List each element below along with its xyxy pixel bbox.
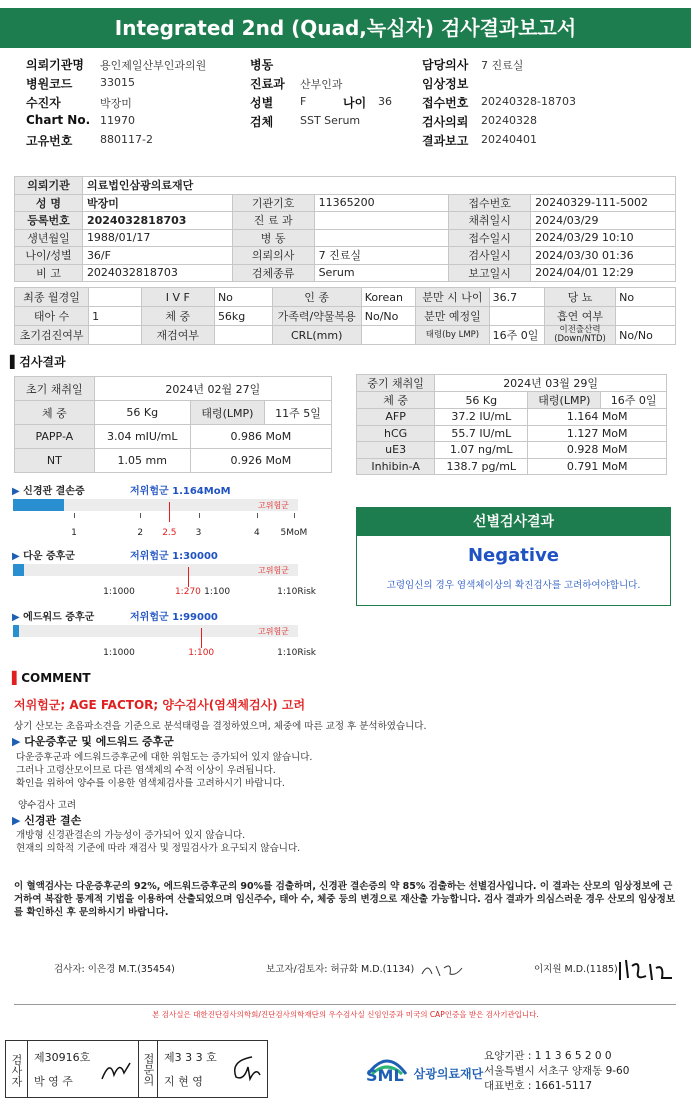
patient-value: [89, 288, 141, 307]
risk-bar-fill: [13, 625, 19, 637]
tick-mark: [169, 502, 170, 522]
patient-label: 체 중: [141, 307, 214, 326]
patient-value: [616, 307, 676, 326]
risk-level: 저위험군 1.164MoM: [130, 486, 231, 497]
result-value: 1.05 mm: [94, 449, 190, 473]
gen-value: 2024/03/30 01:36: [531, 247, 676, 265]
gen-value: 의료법인삼광의료재단: [82, 177, 675, 195]
company-logo: [364, 1048, 483, 1085]
result-label: hCG: [357, 425, 435, 442]
result-mom: 0.986 MoM: [190, 425, 331, 449]
age-label: 나이: [343, 96, 367, 110]
tick-label: 4: [253, 528, 260, 538]
gen-value: [314, 212, 449, 230]
gen-label: 의뢰기관: [15, 177, 83, 195]
box1-no: 제30916호: [34, 1051, 91, 1064]
gen-value: 20240329-111-5002: [531, 194, 676, 212]
risk-bar: [13, 625, 298, 637]
gen-label: 의뢰의사: [232, 247, 314, 265]
risk-title: [12, 482, 85, 497]
patient-value: 36.7: [489, 288, 544, 307]
risk-name: 다운 증후군: [23, 551, 75, 562]
gen-label: 비 고: [15, 264, 83, 282]
gen-label: 진 료 과: [232, 212, 314, 230]
patient-label: 분만 예정일: [416, 307, 489, 326]
meta-value: F: [300, 95, 307, 108]
tick-label: 1:100: [204, 587, 231, 597]
result-label: 체 중: [15, 401, 95, 425]
general-row: [15, 212, 676, 230]
patient-value: [361, 326, 416, 345]
risk-name: 에드워드 증후군: [23, 612, 95, 623]
risk-bar: [13, 499, 298, 511]
result-label: 초기 채취일: [15, 377, 95, 401]
risk-bar-fill: [13, 564, 24, 576]
results-title: ▌검사결과: [10, 355, 66, 369]
logo-sml-text: SML: [366, 1066, 404, 1085]
result-value: 56 Kg: [94, 401, 190, 425]
tick-mark: [188, 567, 189, 587]
comment-title: ▌COMMENT: [12, 671, 91, 685]
patient-value: No: [616, 288, 676, 307]
comment-sub2-lines: [16, 829, 300, 855]
result-value: 138.7 pg/mL: [435, 458, 528, 475]
reporter-signature: [418, 960, 468, 980]
risk-bar: [13, 564, 298, 576]
address-line2: 서울특별시 서초구 양재동 9-60: [484, 1065, 630, 1077]
result-mom: 1.127 MoM: [528, 425, 667, 442]
age-value: 36: [378, 95, 392, 108]
gen-value: 2024/04/01 12:29: [531, 264, 676, 282]
risk-title: [12, 547, 75, 562]
patient-label: I V F: [141, 288, 214, 307]
result-mom: 0.791 MoM: [528, 458, 667, 475]
meta-label: 담당의사: [422, 58, 469, 72]
tick-label: 1:100: [188, 648, 215, 658]
arrow-icon: ▶: [12, 486, 24, 497]
result-row: [357, 392, 667, 409]
meta-value: 용인제일산부인과의원: [100, 59, 207, 72]
result-label: NT: [15, 449, 95, 473]
patient-value: No/No: [361, 307, 416, 326]
result-row: [15, 401, 332, 425]
meta-label: 임상정보: [422, 77, 469, 91]
gen-value: Serum: [314, 264, 449, 282]
tick-mark: [74, 513, 75, 518]
reporter-sign: 보고자/검토자: 허규화 M.D.(1134): [266, 964, 415, 975]
general-row: [15, 264, 676, 282]
comment-headline: 저위험군; AGE FACTOR; 양수검사(염색체검사) 고려: [14, 698, 306, 712]
result-label: Inhibin-A: [357, 458, 435, 475]
second-trimester-table: [356, 374, 667, 475]
result-value: 55.7 IU/mL: [435, 425, 528, 442]
third-sign: 이지원 M.D.(1185): [534, 964, 618, 975]
patient-label: CRL(mm): [272, 326, 361, 345]
patient-value: [214, 326, 272, 345]
comment-line: 개방형 신경관결손의 가능성이 증가되어 있지 않습니다.: [16, 830, 246, 841]
result-value: 16주 0일: [601, 392, 667, 409]
meta-label: 의뢰기관명: [26, 58, 84, 72]
result-mom: 0.926 MoM: [190, 449, 331, 473]
comment-line1: 상기 산모는 초음파소견을 기준으로 분석태령을 결정하였으며, 체중에 따른 교정 후 분석하였습니다.: [14, 721, 427, 732]
result-value: 2024년 02월 27일: [94, 377, 331, 401]
meta-label: Chart No.: [26, 113, 91, 127]
patient-label: 당 뇨: [544, 288, 615, 307]
gen-label: 검사일시: [449, 247, 531, 265]
general-row: [15, 247, 676, 265]
box2-no: 제3 3 3 호: [164, 1051, 217, 1064]
patient-value: Korean: [361, 288, 416, 307]
tester-sign: 검사자: 이은경 M.T.(35454): [54, 964, 175, 975]
meta-value: 박장미: [100, 97, 132, 110]
tick-label: 5MoM: [280, 528, 308, 538]
screen-result-note: 고령임신의 경우 염색체이상의 확진검사를 고려하여야합니다.: [386, 580, 641, 591]
comment-line: 다운증후군과 에드워드증후군에 대한 위험도는 증가되어 있지 않습니다.: [16, 752, 313, 763]
result-row: [15, 425, 332, 449]
patient-row: [15, 326, 676, 345]
high-risk-label: 고위험군: [258, 627, 289, 636]
screen-result-value: Negative: [467, 545, 560, 566]
tick-label: 1:1000: [103, 648, 135, 658]
tick-label: 1:10Risk: [277, 648, 317, 658]
arrow-icon: ▶: [12, 551, 24, 562]
gen-label: 병 동: [232, 229, 314, 247]
meta-label: 고유번호: [26, 134, 73, 148]
company-address: [484, 1049, 629, 1094]
tick-label: 2: [137, 528, 144, 538]
result-row: [15, 449, 332, 473]
patient-label: 태령(by LMP): [416, 326, 489, 345]
meta-value: 20240401: [481, 133, 537, 146]
report-title: Integrated 2nd (Quad,녹십자) 검사결과보고서: [0, 8, 691, 48]
address-line1: 요양기관 : 1 1 3 6 5 2 0 0: [484, 1050, 612, 1062]
meta-value: 산부인과: [300, 78, 343, 91]
risk-name: 신경관 결손증: [23, 486, 85, 497]
cert-note: 본 검사실은 대한진단검사의학회/진단검사의학재단의 우수검사실 신임인증과 미국의 CAP인증을 받은 검사기관입니다.: [152, 1010, 539, 1019]
box2-label: 접문의: [138, 1041, 158, 1097]
tick-mark: [257, 513, 258, 518]
result-value: 37.2 IU/mL: [435, 409, 528, 426]
gen-label: 보고일시: [449, 264, 531, 282]
box2-signature: [226, 1053, 264, 1085]
patient-label: 재검여부: [141, 326, 214, 345]
arrow-icon: ▶: [12, 612, 24, 623]
patient-value: 1: [89, 307, 141, 326]
result-value: 11주 5일: [265, 401, 332, 425]
screen-result-box: [356, 507, 671, 606]
patient-value: No: [214, 288, 272, 307]
high-risk-label: 고위험군: [258, 566, 289, 575]
result-label: 체 중: [357, 392, 435, 409]
meta-value: 20240328: [481, 114, 537, 127]
meta-value: 11970: [100, 114, 135, 127]
meta-value: 880117-2: [100, 133, 153, 146]
meta-label: 진료과: [250, 77, 285, 91]
meta-label: 병동: [250, 58, 274, 72]
gen-label: 접수번호: [449, 194, 531, 212]
gen-value: 2024032818703: [82, 212, 232, 230]
tick-label: 1: [71, 528, 77, 538]
result-row: [357, 425, 667, 442]
gen-value: 2024/03/29: [531, 212, 676, 230]
gen-label: 생년월일: [15, 229, 83, 247]
meta-label: 접수번호: [422, 96, 469, 110]
result-label: 태령(LMP): [190, 401, 264, 425]
result-row: [357, 458, 667, 475]
tick-label: 1:1000: [103, 587, 135, 597]
tick-mark: [201, 628, 202, 648]
general-row: [15, 229, 676, 247]
patient-value: 16주 0일: [489, 326, 544, 345]
result-row: [15, 377, 332, 401]
comment-line: 그러나 고령산모이므로 다른 염색체의 수적 이상이 우려됩니다.: [16, 765, 276, 776]
gen-label: 성 명: [15, 194, 83, 212]
patient-row: [15, 288, 676, 307]
patient-label: 흡연 여부: [544, 307, 615, 326]
box1-signature: [98, 1055, 134, 1085]
gen-value: 11365200: [314, 194, 449, 212]
first-trimester-table: [14, 376, 332, 473]
patient-label: 이전출산력 (Down/NTD): [544, 326, 615, 345]
patient-value: [489, 307, 544, 326]
result-value: 3.04 mIU/mL: [94, 425, 190, 449]
patient-value: No/No: [616, 326, 676, 345]
patient-label: 초기검진여부: [15, 326, 89, 345]
comment-line: 확인을 위하여 양수를 이용한 염색체검사를 고려하시기 바랍니다.: [16, 778, 285, 789]
tick-label: 1:10Risk: [277, 587, 317, 597]
result-label: uE3: [357, 442, 435, 459]
risk-title: [12, 608, 94, 623]
patient-value: 56kg: [214, 307, 272, 326]
patient-label: 태아 수: [15, 307, 89, 326]
patient-label: 최종 월경일: [15, 288, 89, 307]
general-row: [15, 194, 676, 212]
result-value: 1.07 ng/mL: [435, 442, 528, 459]
patient-row: [15, 307, 676, 326]
high-risk-label: 고위험군: [258, 501, 289, 510]
result-row: [357, 442, 667, 459]
meta-label: 결과보고: [422, 134, 469, 148]
tick-mark: [199, 513, 200, 518]
comment-sub1-lines: [16, 751, 312, 790]
meta-value: 7 진료실: [481, 59, 524, 72]
result-value: 56 Kg: [435, 392, 528, 409]
result-label: AFP: [357, 409, 435, 426]
box1-label: 검사자: [6, 1041, 28, 1097]
third-signature: [616, 956, 676, 984]
tick-label: 1:270: [174, 587, 201, 597]
meta-label: 검체: [250, 115, 274, 129]
gen-label: 나이/성별: [15, 247, 83, 265]
box1-name: 박 영 주: [34, 1075, 73, 1088]
gen-label: 접수일시: [449, 229, 531, 247]
gen-label: 검체종류: [232, 264, 314, 282]
logo-name: 삼광의료재단: [413, 1067, 484, 1081]
result-mom: 0.928 MoM: [528, 442, 667, 459]
box2-name: 지 현 영: [164, 1075, 203, 1088]
result-label: 중기 채취일: [357, 375, 435, 392]
general-row: [15, 177, 676, 195]
risk-level: 저위험군 1:99000: [130, 612, 218, 623]
patient-info-table: [14, 287, 676, 345]
address-line3: 대표번호 : 1661-5117: [484, 1080, 593, 1092]
meta-label: 병원코드: [26, 77, 73, 91]
result-row: [357, 375, 667, 392]
result-mom: 1.164 MoM: [528, 409, 667, 426]
tick-mark: [294, 513, 295, 518]
result-row: [357, 409, 667, 426]
gen-label: 기관기호: [232, 194, 314, 212]
result-label: 태령(LMP): [528, 392, 601, 409]
patient-value: [89, 326, 141, 345]
risk-level: 저위험군 1:30000: [130, 551, 218, 562]
meta-value: 33015: [100, 76, 135, 89]
gen-value: [314, 229, 449, 247]
patient-label: 가족력/약물복용: [272, 307, 361, 326]
meta-value: SST Serum: [300, 114, 361, 127]
tick-mark: [140, 513, 141, 518]
gen-label: 등록번호: [15, 212, 83, 230]
gen-value: 1988/01/17: [82, 229, 232, 247]
comment-sub1: ▶ 다운증후군 및 에드워드 증후군: [12, 735, 174, 748]
meta-label: 수진자: [26, 96, 61, 110]
meta-label: 검사의뢰: [422, 115, 469, 129]
patient-label: 인 종: [272, 288, 361, 307]
tick-label: 2.5: [162, 528, 177, 538]
patient-label: 분만 시 나이: [416, 288, 489, 307]
risk-bar-fill: [13, 499, 64, 511]
tick-label: 3: [195, 528, 202, 538]
gen-value: 2024032818703: [82, 264, 232, 282]
meta-value: 20240328-18703: [481, 95, 576, 108]
disclaimer: 이 혈액검사는 다운증후군의 92%, 에드워드증후군의 90%를 검출하며, 신경관 결손증의 약 85% 검출하는 선별검사입니다. 이 결과는 산모의 임상정보에 근거하여 복잡한 통계적 기법을 이용하여 산출되었으며 임신주수, 태아 수, 체중 등의 변경으로 재산출 가능합니다. 검사 결과가 의심스러운 경우 산모의 임상정보를 확인하신 후 문의하시기 바랍니다.: [14, 881, 675, 918]
meta-label: 성별: [250, 96, 274, 110]
gen-value: 7 진료실: [314, 247, 449, 265]
gen-value: 2024/03/29 10:10: [531, 229, 676, 247]
gen-value: 박장미: [82, 194, 232, 212]
gen-value: 36/F: [82, 247, 232, 265]
comment-line: 현재의 의학적 기준에 따라 재검사 및 정밀검사가 요구되지 않습니다.: [16, 843, 301, 854]
comment-sub2: ▶ 신경관 결손: [12, 814, 82, 827]
comment-amnio: 양수검사 고려: [18, 800, 77, 811]
result-label: PAPP-A: [15, 425, 95, 449]
gen-label: 채취일시: [449, 212, 531, 230]
signature-boxes: [5, 1040, 268, 1098]
result-value: 2024년 03월 29일: [435, 375, 667, 392]
general-info-table: [14, 176, 676, 282]
screen-result-title: 선별검사결과: [357, 508, 670, 536]
